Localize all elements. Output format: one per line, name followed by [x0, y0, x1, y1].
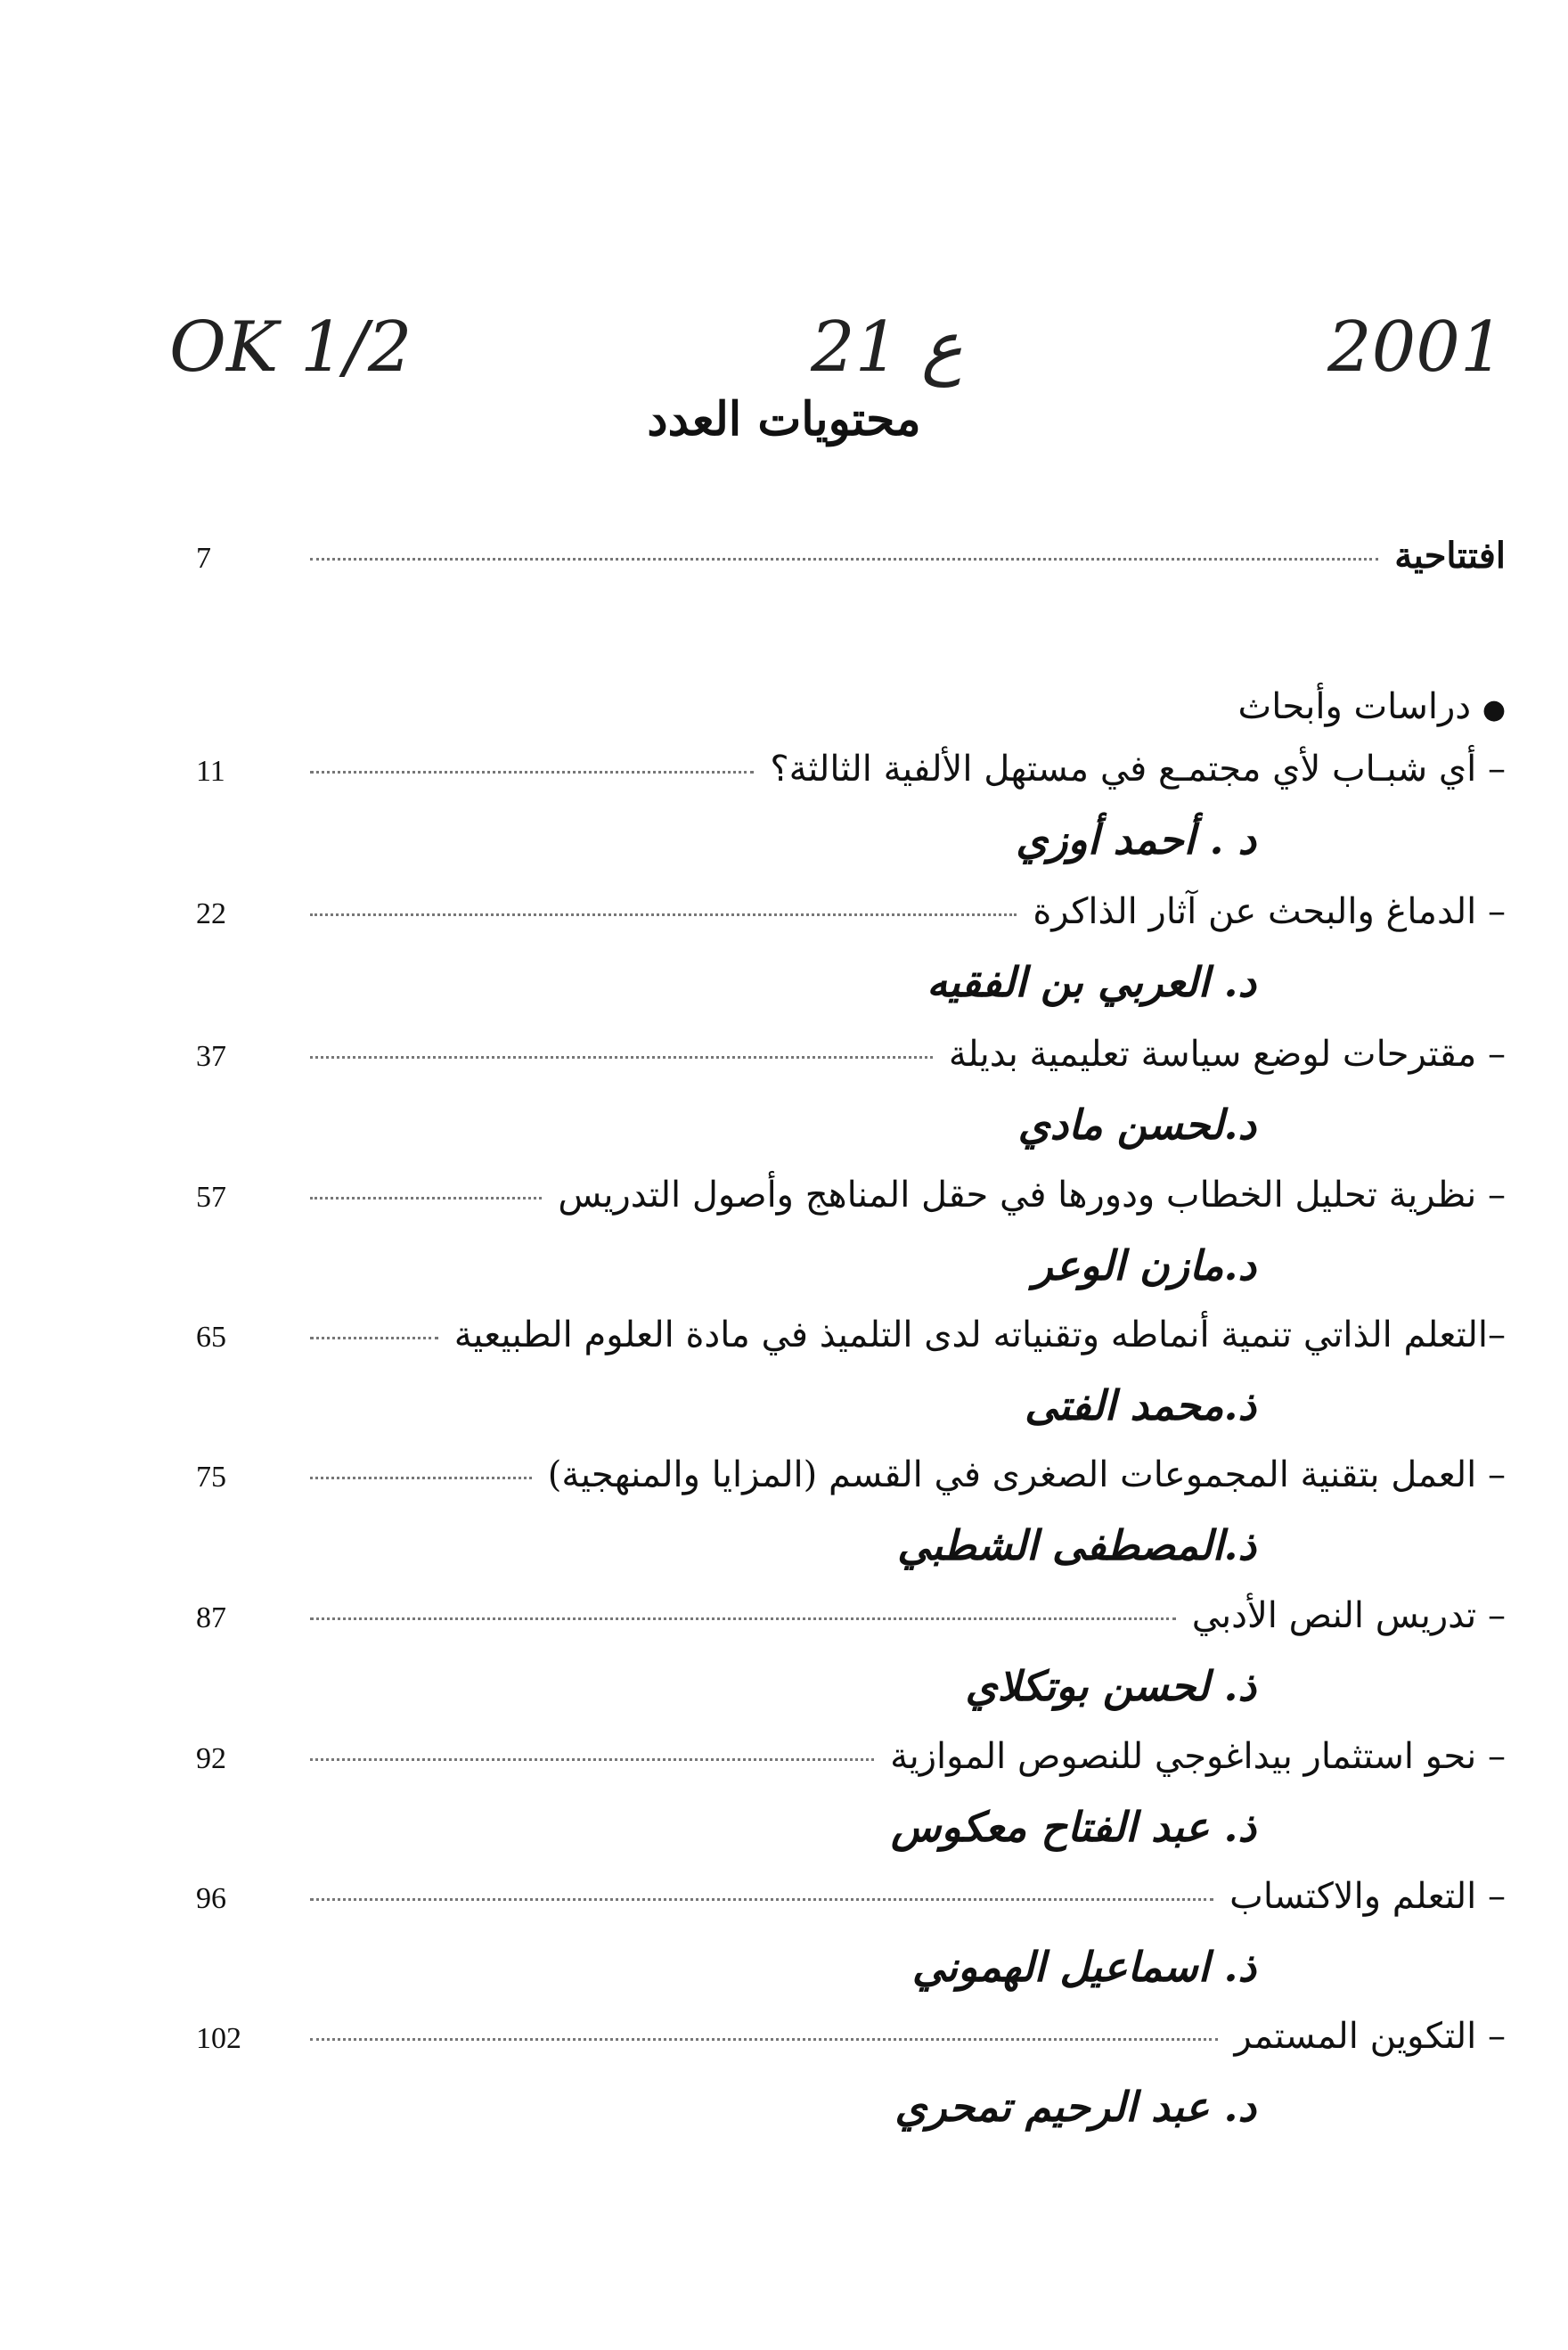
- toc-entry-title: – الدماغ والبحث عن آثار الذاكرة: [1033, 891, 1506, 932]
- toc-entry-author: د. عبد الرحيم تمحري: [894, 2083, 1256, 2131]
- toc-entry-title: – أي شبـاب لأي مجتمـع في مستهل الألفية الثالثة؟: [770, 749, 1506, 790]
- toc-entry-title: –التعلم الذاتي تنمية أنماطه وتقنياته لدى التلميذ في مادة العلوم الطبيعية: [453, 1314, 1506, 1355]
- handwritten-note-left: OK 1/2: [169, 307, 412, 388]
- toc-entry: [196, 1175, 1506, 1232]
- dot-leader: [310, 558, 1378, 561]
- toc-entry: [196, 1034, 1506, 1091]
- toc-entry-author: ذ.محمد الفتى: [1025, 1381, 1256, 1429]
- toc-page-number: 92: [196, 1742, 226, 1775]
- dot-leader: [310, 771, 754, 774]
- toc-entry: [196, 1595, 1506, 1652]
- toc-entry: [196, 1736, 1506, 1793]
- toc-entry-intro: [196, 535, 1506, 592]
- page-title: محتويات العدد: [647, 392, 921, 446]
- toc-entry-title: – نظرية تحليل الخطاب ودورها في حقل المناهج وأصول التدريس: [558, 1175, 1506, 1216]
- toc-entry: [196, 749, 1506, 806]
- toc-page-number: 75: [196, 1461, 226, 1494]
- bullet-icon: ●: [1482, 694, 1506, 725]
- toc-entry: [196, 2016, 1506, 2073]
- toc-page-number: 87: [196, 1601, 226, 1634]
- dot-leader: [310, 2038, 1218, 2041]
- toc-entry-author: د.لحسن مادي: [1017, 1101, 1256, 1149]
- toc-entry-title: – العمل بتقنية المجموعات الصغرى في القسم (المزايا والمنهجية): [547, 1454, 1506, 1495]
- toc-entry-author: د.مازن الوعر: [1033, 1241, 1256, 1290]
- toc-page-number: 57: [196, 1181, 226, 1214]
- toc-entry-author: د. العربي بن الفقيه: [927, 958, 1256, 1006]
- toc-entry-title: – التعلم والاكتساب: [1229, 1876, 1506, 1917]
- toc-entry-author: ذ. اسماعيل الهموني: [911, 1943, 1256, 1991]
- dot-leader: [310, 913, 1017, 916]
- toc-entry-title: – التكوين المستمر: [1234, 2016, 1506, 2057]
- toc-entry-author: ذ. لحسن بوتكلاي: [965, 1662, 1256, 1710]
- handwritten-note-middle: 21 ع: [811, 307, 963, 388]
- toc-entry-title: – تدريس النص الأدبي: [1191, 1595, 1506, 1636]
- toc-page-number: 102: [196, 2022, 241, 2055]
- dot-leader: [310, 1056, 933, 1059]
- toc-page-number: 96: [196, 1882, 226, 1915]
- dot-leader: [310, 1197, 542, 1200]
- dot-leader: [310, 1617, 1176, 1620]
- dot-leader: [310, 1898, 1213, 1901]
- section-heading-text: دراسات وأبحاث: [1237, 686, 1472, 727]
- toc-entry-title: – مقترحات لوضع سياسة تعليمية بديلة: [948, 1034, 1506, 1075]
- toc-page-number: 65: [196, 1321, 226, 1354]
- toc-entry-author: د . أحمد أوزي: [1016, 815, 1256, 864]
- toc-entry: [196, 891, 1506, 948]
- toc-page-number: 22: [196, 897, 226, 930]
- dot-leader: [310, 1758, 874, 1761]
- dot-leader: [310, 1477, 532, 1479]
- dot-leader: [310, 1337, 438, 1339]
- handwritten-note-right: 2001: [1327, 307, 1505, 388]
- section-heading: [1238, 686, 1506, 727]
- toc-entry-title: افتتاحية: [1394, 535, 1506, 577]
- toc-entry: [196, 1314, 1506, 1372]
- toc-entry: [196, 1454, 1506, 1511]
- toc-page-number: 11: [196, 755, 225, 788]
- toc-page-number: 37: [196, 1040, 226, 1073]
- toc-entry-author: ذ.المصطفى الشطبي: [897, 1521, 1256, 1569]
- toc-entry-title: – نحو استثمار بيداغوجي للنصوص الموازية: [890, 1736, 1506, 1777]
- toc-entry-author: ذ. عبد الفتاح معكوس: [891, 1803, 1256, 1851]
- toc-page-number: 7: [196, 542, 211, 575]
- toc-entry: [196, 1876, 1506, 1933]
